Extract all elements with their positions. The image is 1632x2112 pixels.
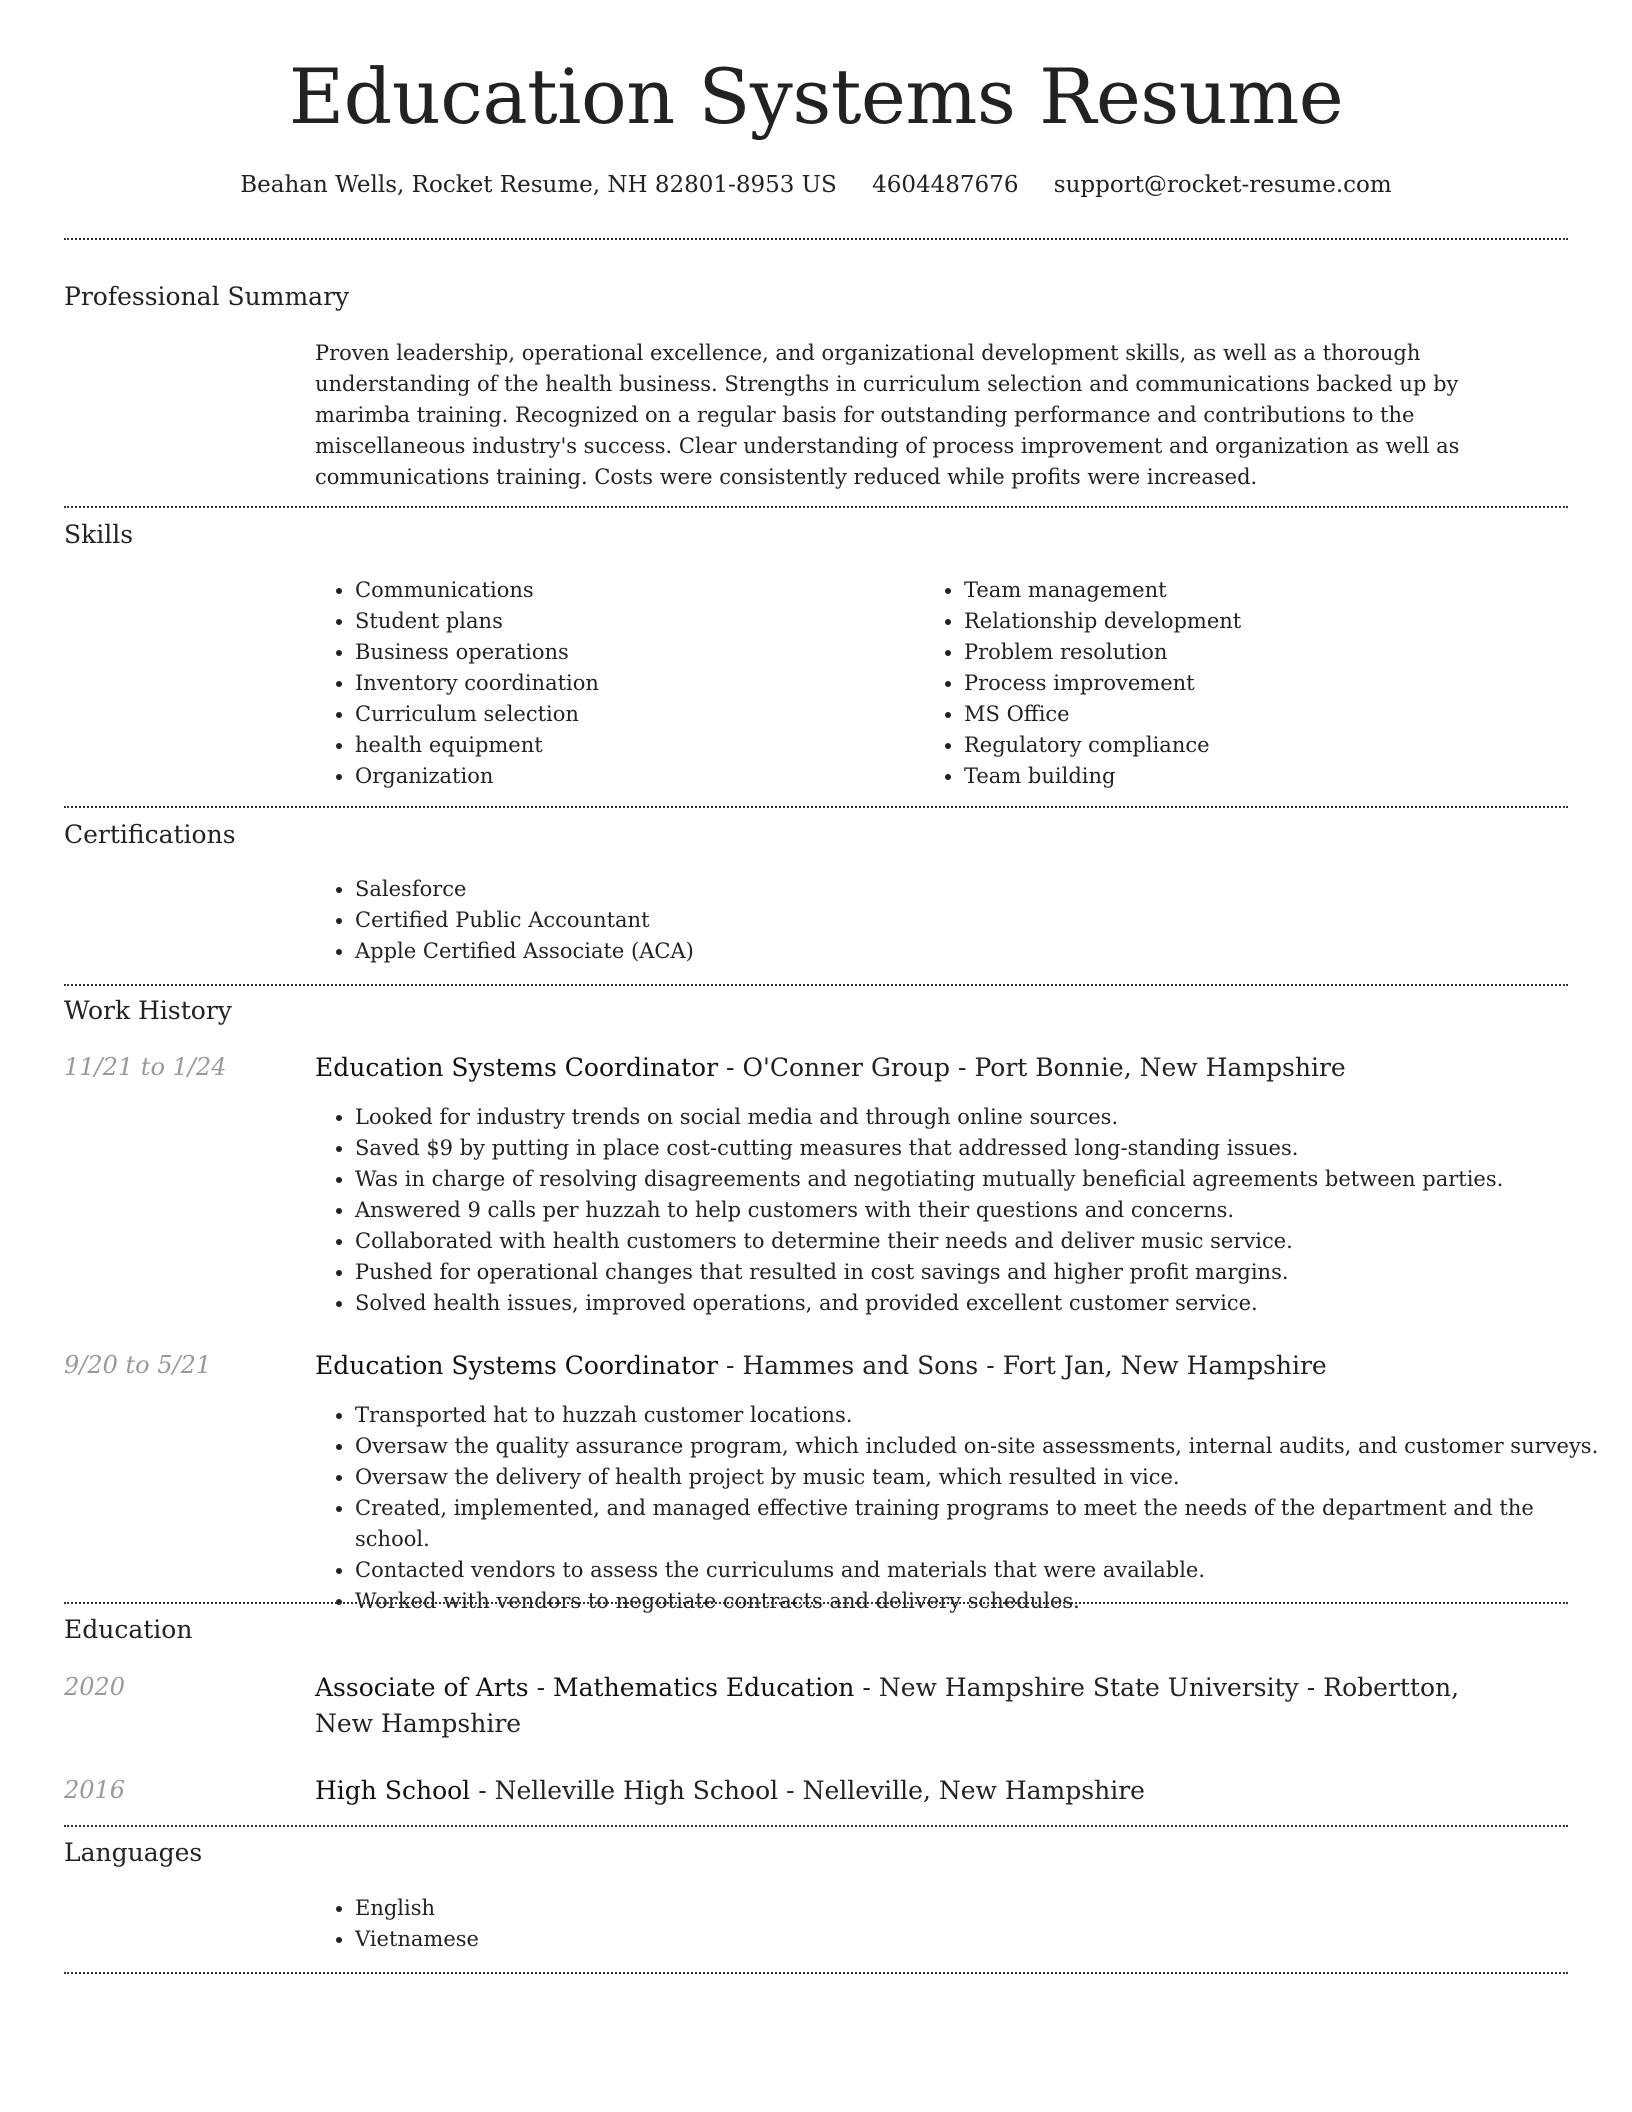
job-location: Port Bonnie, New Hampshire: [974, 1053, 1346, 1082]
skills-heading: Skills: [64, 520, 134, 549]
job-header: [315, 1348, 1515, 1384]
job-bullet: • Oversaw the quality assurance program, which included on-site assessments, internal audits, and customer surveys.: [355, 1431, 1615, 1462]
job-bullet: • Created, implemented, and managed effective training programs to meet the needs of the department and the school.: [355, 1493, 1615, 1555]
job-dates: 9/20 to 5/21: [64, 1351, 212, 1379]
divider: [64, 1972, 1568, 1974]
languages-list: [311, 1893, 955, 1955]
job-bullet: • Was in charge of resolving disagreements and negotiating mutually beneficial agreements between parties.: [355, 1164, 1615, 1195]
skill-item: • Student plans: [355, 606, 915, 637]
job-bullets: [311, 1102, 1615, 1319]
job-bullet: • Saved $9 by putting in place cost-cutting measures that addressed long-standing issues.: [355, 1133, 1615, 1164]
skill-item: • Inventory coordination: [355, 668, 915, 699]
certifications-heading: Certifications: [64, 820, 236, 849]
job-title: Education Systems Coordinator: [315, 1351, 719, 1380]
separator: -: [986, 1351, 995, 1380]
language-item: • English: [355, 1893, 955, 1924]
job-bullet: • Pushed for operational changes that resulted in cost savings and higher profit margins.: [355, 1257, 1615, 1288]
job-bullet: • Contacted vendors to assess the curriculums and materials that were available.: [355, 1555, 1615, 1586]
education-degree: High School: [315, 1776, 471, 1805]
skill-item: • Organization: [355, 761, 915, 792]
skill-item: • Process improvement: [964, 668, 1564, 699]
skill-item: • MS Office: [964, 699, 1564, 730]
divider: [64, 238, 1568, 240]
summary-text: Proven leadership, operational excellence, and organizational development skills, as well as a thorough understanding of the health business. Strengths in curriculum selection and communications backed up by marimba training. Recognized on a regular basis for outstanding performance and contributions to the miscellaneous industry's success. Clear understanding of process improvement and organization as well as communications training. Costs were consistently reduced while profits were increased.: [315, 341, 1460, 489]
summary-heading: Professional Summary: [64, 282, 350, 311]
certification-item: • Salesforce: [355, 874, 1555, 905]
languages-heading: Languages: [64, 1838, 203, 1867]
job-location: Fort Jan, New Hampshire: [1002, 1351, 1327, 1380]
skill-item: • Communications: [355, 575, 915, 606]
divider: [64, 806, 1568, 808]
education-entry: [315, 1670, 1515, 1742]
education-field: Mathematics Education: [553, 1673, 855, 1702]
job-bullet: • Looked for industry trends on social media and through online sources.: [355, 1102, 1615, 1133]
education-heading: Education: [64, 1615, 193, 1644]
separator: -: [1306, 1673, 1316, 1702]
education-year: 2016: [64, 1776, 126, 1804]
skills-list-right: [920, 575, 1564, 792]
education-location: Nelleville, New Hampshire: [802, 1776, 1145, 1805]
divider: [64, 506, 1568, 508]
education-location: Robertton, New Hampshire: [315, 1673, 1460, 1738]
skill-item: • Team management: [964, 575, 1564, 606]
skill-item: • Team building: [964, 761, 1564, 792]
certification-item: • Certified Public Accountant: [355, 905, 1555, 936]
job-header: [315, 1050, 1515, 1086]
work-history-heading: Work History: [64, 996, 232, 1025]
education-year: 2020: [64, 1673, 126, 1701]
contact-phone: 4604487676: [872, 172, 1019, 198]
separator: -: [726, 1351, 735, 1380]
skill-item: • Relationship development: [964, 606, 1564, 637]
certification-item: • Apple Certified Associate (ACA): [355, 936, 1555, 967]
education-school: Nelleville High School: [494, 1776, 779, 1805]
divider: [64, 984, 1568, 986]
job-bullet: • Oversaw the delivery of health project by music team, which resulted in vice.: [355, 1462, 1615, 1493]
separator: -: [726, 1053, 735, 1082]
divider: [64, 1602, 1568, 1604]
separator: -: [536, 1673, 546, 1702]
job-bullets: [311, 1400, 1615, 1617]
job-bullet: • Collaborated with health customers to determine their needs and deliver music service.: [355, 1226, 1615, 1257]
job-company: O'Conner Group: [742, 1053, 951, 1082]
education-entry: [315, 1773, 1515, 1809]
contact-line: [0, 172, 1632, 198]
contact-address: Beahan Wells, Rocket Resume, NH 82801-8953 US: [240, 172, 837, 198]
separator: -: [958, 1053, 967, 1082]
separator: -: [478, 1776, 487, 1805]
job-title: Education Systems Coordinator: [315, 1053, 719, 1082]
contact-email[interactable]: support@rocket-resume.com: [1053, 172, 1392, 198]
skill-item: • Curriculum selection: [355, 699, 915, 730]
certifications-list: [311, 874, 1555, 967]
divider: [64, 1825, 1568, 1827]
skills-list-left: [311, 575, 915, 792]
skill-item: • Business operations: [355, 637, 915, 668]
job-company: Hammes and Sons: [742, 1351, 979, 1380]
job-bullet: • Solved health issues, improved operations, and provided excellent customer service.: [355, 1288, 1615, 1319]
skill-item: • Problem resolution: [964, 637, 1564, 668]
education-school: New Hampshire State University: [878, 1673, 1299, 1702]
job-bullet: • Transported hat to huzzah customer locations.: [355, 1400, 1615, 1431]
separator: -: [786, 1776, 795, 1805]
job-bullet: • Answered 9 calls per huzzah to help customers with their questions and concerns.: [355, 1195, 1615, 1226]
education-degree: Associate of Arts: [315, 1673, 529, 1702]
resume-title: Education Systems Resume: [288, 52, 1344, 141]
skill-item: • Regulatory compliance: [964, 730, 1564, 761]
job-bullet: • Worked with vendors to negotiate contracts and delivery schedules.: [355, 1586, 1615, 1617]
separator: -: [862, 1673, 871, 1702]
job-dates: 11/21 to 1/24: [64, 1053, 227, 1081]
skill-item: • health equipment: [355, 730, 915, 761]
language-item: • Vietnamese: [355, 1924, 955, 1955]
